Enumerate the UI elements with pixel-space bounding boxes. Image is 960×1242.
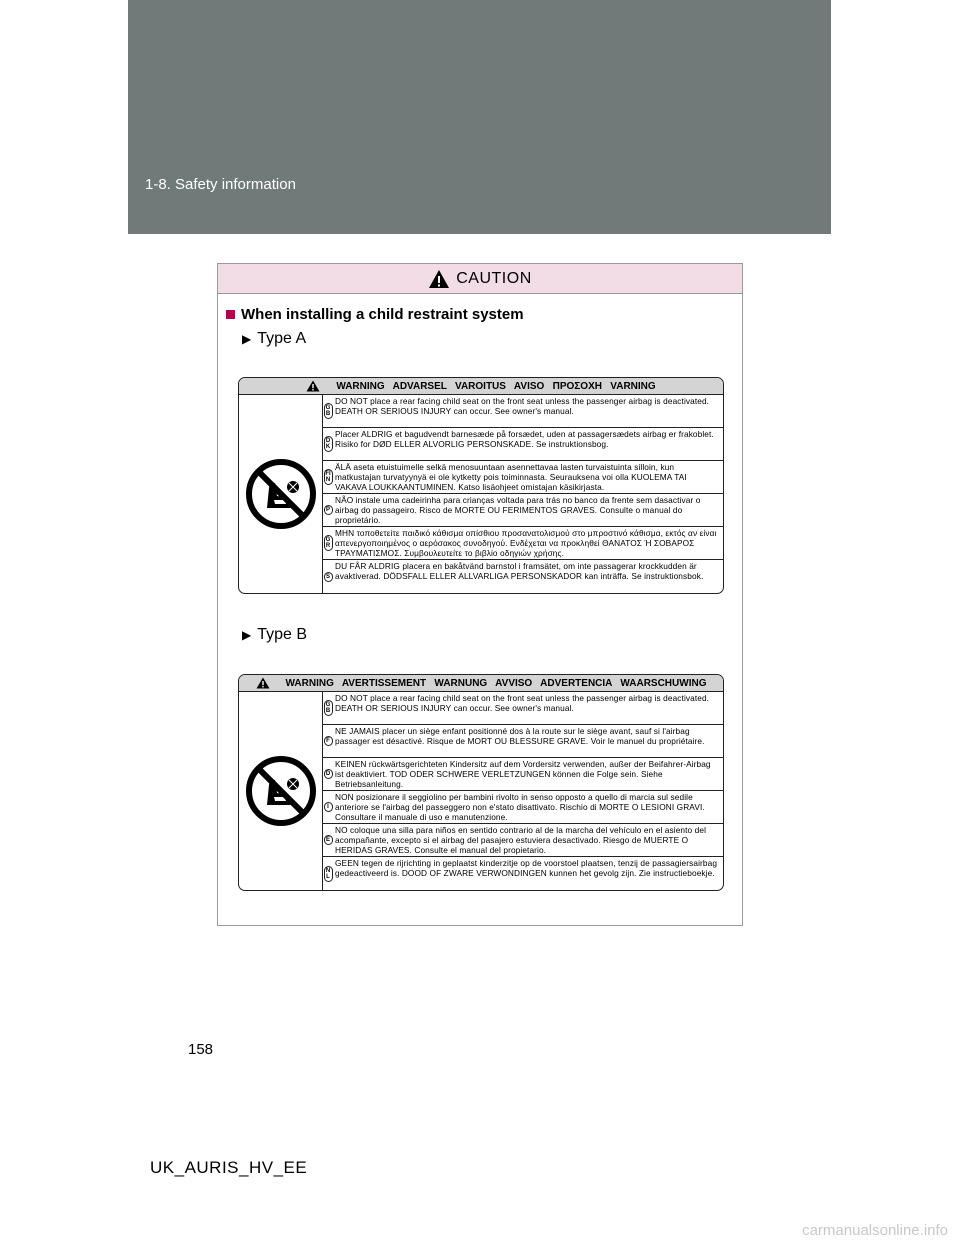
label-a-rows (323, 395, 723, 593)
label-row (323, 494, 723, 527)
label-row (323, 791, 723, 824)
language-code: E (324, 835, 333, 845)
section-title-text: When installing a child restraint system (241, 306, 524, 323)
label-row (323, 461, 723, 494)
language-code: F (324, 736, 333, 746)
no-child-seat-airbag-icon (245, 755, 317, 827)
warning-label-type-b (238, 674, 724, 891)
language-code: GB (324, 403, 333, 419)
warning-label-type-a (238, 377, 724, 594)
label-a-header (239, 378, 723, 395)
type-a-label (242, 330, 306, 348)
header-band (128, 0, 831, 234)
warning-triangle-icon (428, 269, 450, 289)
label-row (323, 527, 723, 560)
label-row-text: NÃO instale uma cadeirinha para crianças voltada para trás no banco da frente sem dasactivar o airbag do passageiro. Risco de MORTE OU FERIMENTOS GRAVES. Consulte o manual do proprietário. (335, 495, 701, 525)
language-code: GR (324, 535, 333, 551)
label-row-text: ΜΗΝ τοποθετείτε παιδικό κάθισμα οπίσθιου προσανατολισμού στο μπροστινό κάθισμα, εκτός αν είναι απενεργοποιημένος ο αερόσακος συνοδηγού. Ενδέχεται να προκληθεί ΘΑΝΑΤΟΣ Ή ΣΟΒΑΡΟΣ ΤΡΑΥΜΑΤΙΣΜΟΣ. Συμβουλευτείτε το βιβλίο οδηγιών χρήσης. (335, 528, 717, 558)
label-row (323, 560, 723, 593)
label-row (323, 758, 723, 791)
language-code: GB (324, 700, 333, 716)
label-row-text: DO NOT place a rear facing child seat on the front seat unless the passenger airbag is deactivated. DEATH OR SERIOUS INJURY can occur. See owner's manual. (335, 693, 710, 713)
label-row-text: NON posizionare il seggiolino per bambini rivolto in senso opposto a quello di marcia sul sedile anteriore se l'airbag del passeggero non e'stato disattivato. Rischio di MORTE O LESIONI GRAVI. Consultare il manuale di uso e manutenzione. (335, 792, 705, 822)
label-row-text: GEEN tegen de rijrichting in geplaatst kinderzitje op de voorstoel plaatsen, tenzij de passagiersairbag gedeactiveerd is. DOOD OF ZWARE VERWONDINGEN kunnen het gevolg zijn. Zie instructieboekje. (335, 858, 718, 878)
type-a-text: Type A (257, 330, 307, 347)
watermark: carmanualsonline.info (802, 1222, 948, 1239)
language-code: I (324, 802, 333, 812)
label-row-text: DU FÅR ALDRIG placera en bakåtvänd barnstol i framsätet, om inte passagerar krockkudden är avaktiverad. DÖDSFALL ELLER ALLVARLIGA PERSONSKADOR kan inträffa. Se instruktionsbok. (335, 561, 704, 581)
caution-header (218, 264, 742, 294)
label-row (323, 692, 723, 725)
language-code: S (324, 572, 333, 582)
label-row-text: KEINEN rückwärtsgerichteten Kindersitz auf dem Vordersitz verwenden, außer der Beifahrer-Airbag ist deaktiviert. TOD ODER SCHWERE VERLETZUNGEN können die Folge sein. Siehe Betriebsanleitung. (335, 759, 711, 789)
language-code: P (324, 505, 333, 515)
label-row-text: NE JAMAIS placer un siège enfant positionné dos à la route sur le siège avant, sauf si l'airbag passager est désactivé. Risque de MORT OU BLESSURE GRAVE. Voir le manuel du propriétaire. (335, 726, 705, 746)
bullet-square-icon (226, 310, 235, 319)
warning-triangle-icon (256, 677, 270, 689)
arrow-right-icon: ▶ (242, 332, 252, 346)
language-code: FIN (325, 471, 331, 483)
label-row-text: Placer ALDRIG et bagudvendt barnesæde på forsædet, uden at passagersædets airbag er frakoblet. Risiko for DØD ELLER ALVORLIG PERSONSKADE. Se instruktionsbog. (335, 429, 714, 449)
type-b-label (242, 626, 307, 644)
label-row-text: NO coloque una silla para niños en sentido contrario al de la marcha del vehículo en el asiento del acompañante, excepto si el airbag del pasajero estuviera desactivado. Riesgo de MUERTE O HERIDAS GRAVES. Consulte el manual del propietario. (335, 825, 707, 855)
caution-box (217, 263, 743, 926)
label-a-symbol (239, 395, 323, 593)
label-row-text: ÄLÄ aseta etuistuimelle selkä menosuuntaan asennettavaa lasten turvaistuinta silloin, kun matkustajan turvatyynyä ei ole kytketty pois toiminnasta. Seurauksena voi olla KUOLEMA TAI VAKAVA LOUKKAANTUMINEN. Katso lisäohjeet omistajan käsikirjasta. (335, 462, 687, 492)
caution-label: CAUTION (456, 269, 532, 287)
language-code: NL (324, 866, 333, 882)
label-row (323, 428, 723, 461)
label-b-rows (323, 692, 723, 890)
warning-triangle-icon (306, 380, 320, 392)
label-a-header-text: WARNING ADVARSEL VAROITUS AVISO ΠΡΟΣΟΧΗ VARNING (336, 380, 656, 392)
page-number: 158 (188, 1041, 214, 1058)
label-row-text: DO NOT place a rear facing child seat on the front seat unless the passenger airbag is deactivated. DEATH OR SERIOUS INJURY can occur. See owner's manual. (335, 396, 710, 416)
language-code: DK (324, 436, 333, 452)
document-code: UK_AURIS_HV_EE (150, 1158, 308, 1177)
type-b-text: Type B (257, 626, 308, 643)
label-row (323, 824, 723, 857)
label-row (323, 725, 723, 758)
label-row (323, 395, 723, 428)
arrow-right-icon: ▶ (242, 628, 252, 642)
language-code: D (324, 769, 333, 779)
label-row (323, 857, 723, 890)
label-b-header (239, 675, 723, 692)
caution-section-title (226, 306, 524, 323)
label-b-symbol (239, 692, 323, 890)
label-b-header-text: WARNING AVERTISSEMENT WARNUNG AVVISO ADVERTENCIA WAARSCHUWING (285, 677, 707, 689)
no-child-seat-airbag-icon (245, 458, 317, 530)
section-header-title: 1-8. Safety information (145, 176, 296, 193)
